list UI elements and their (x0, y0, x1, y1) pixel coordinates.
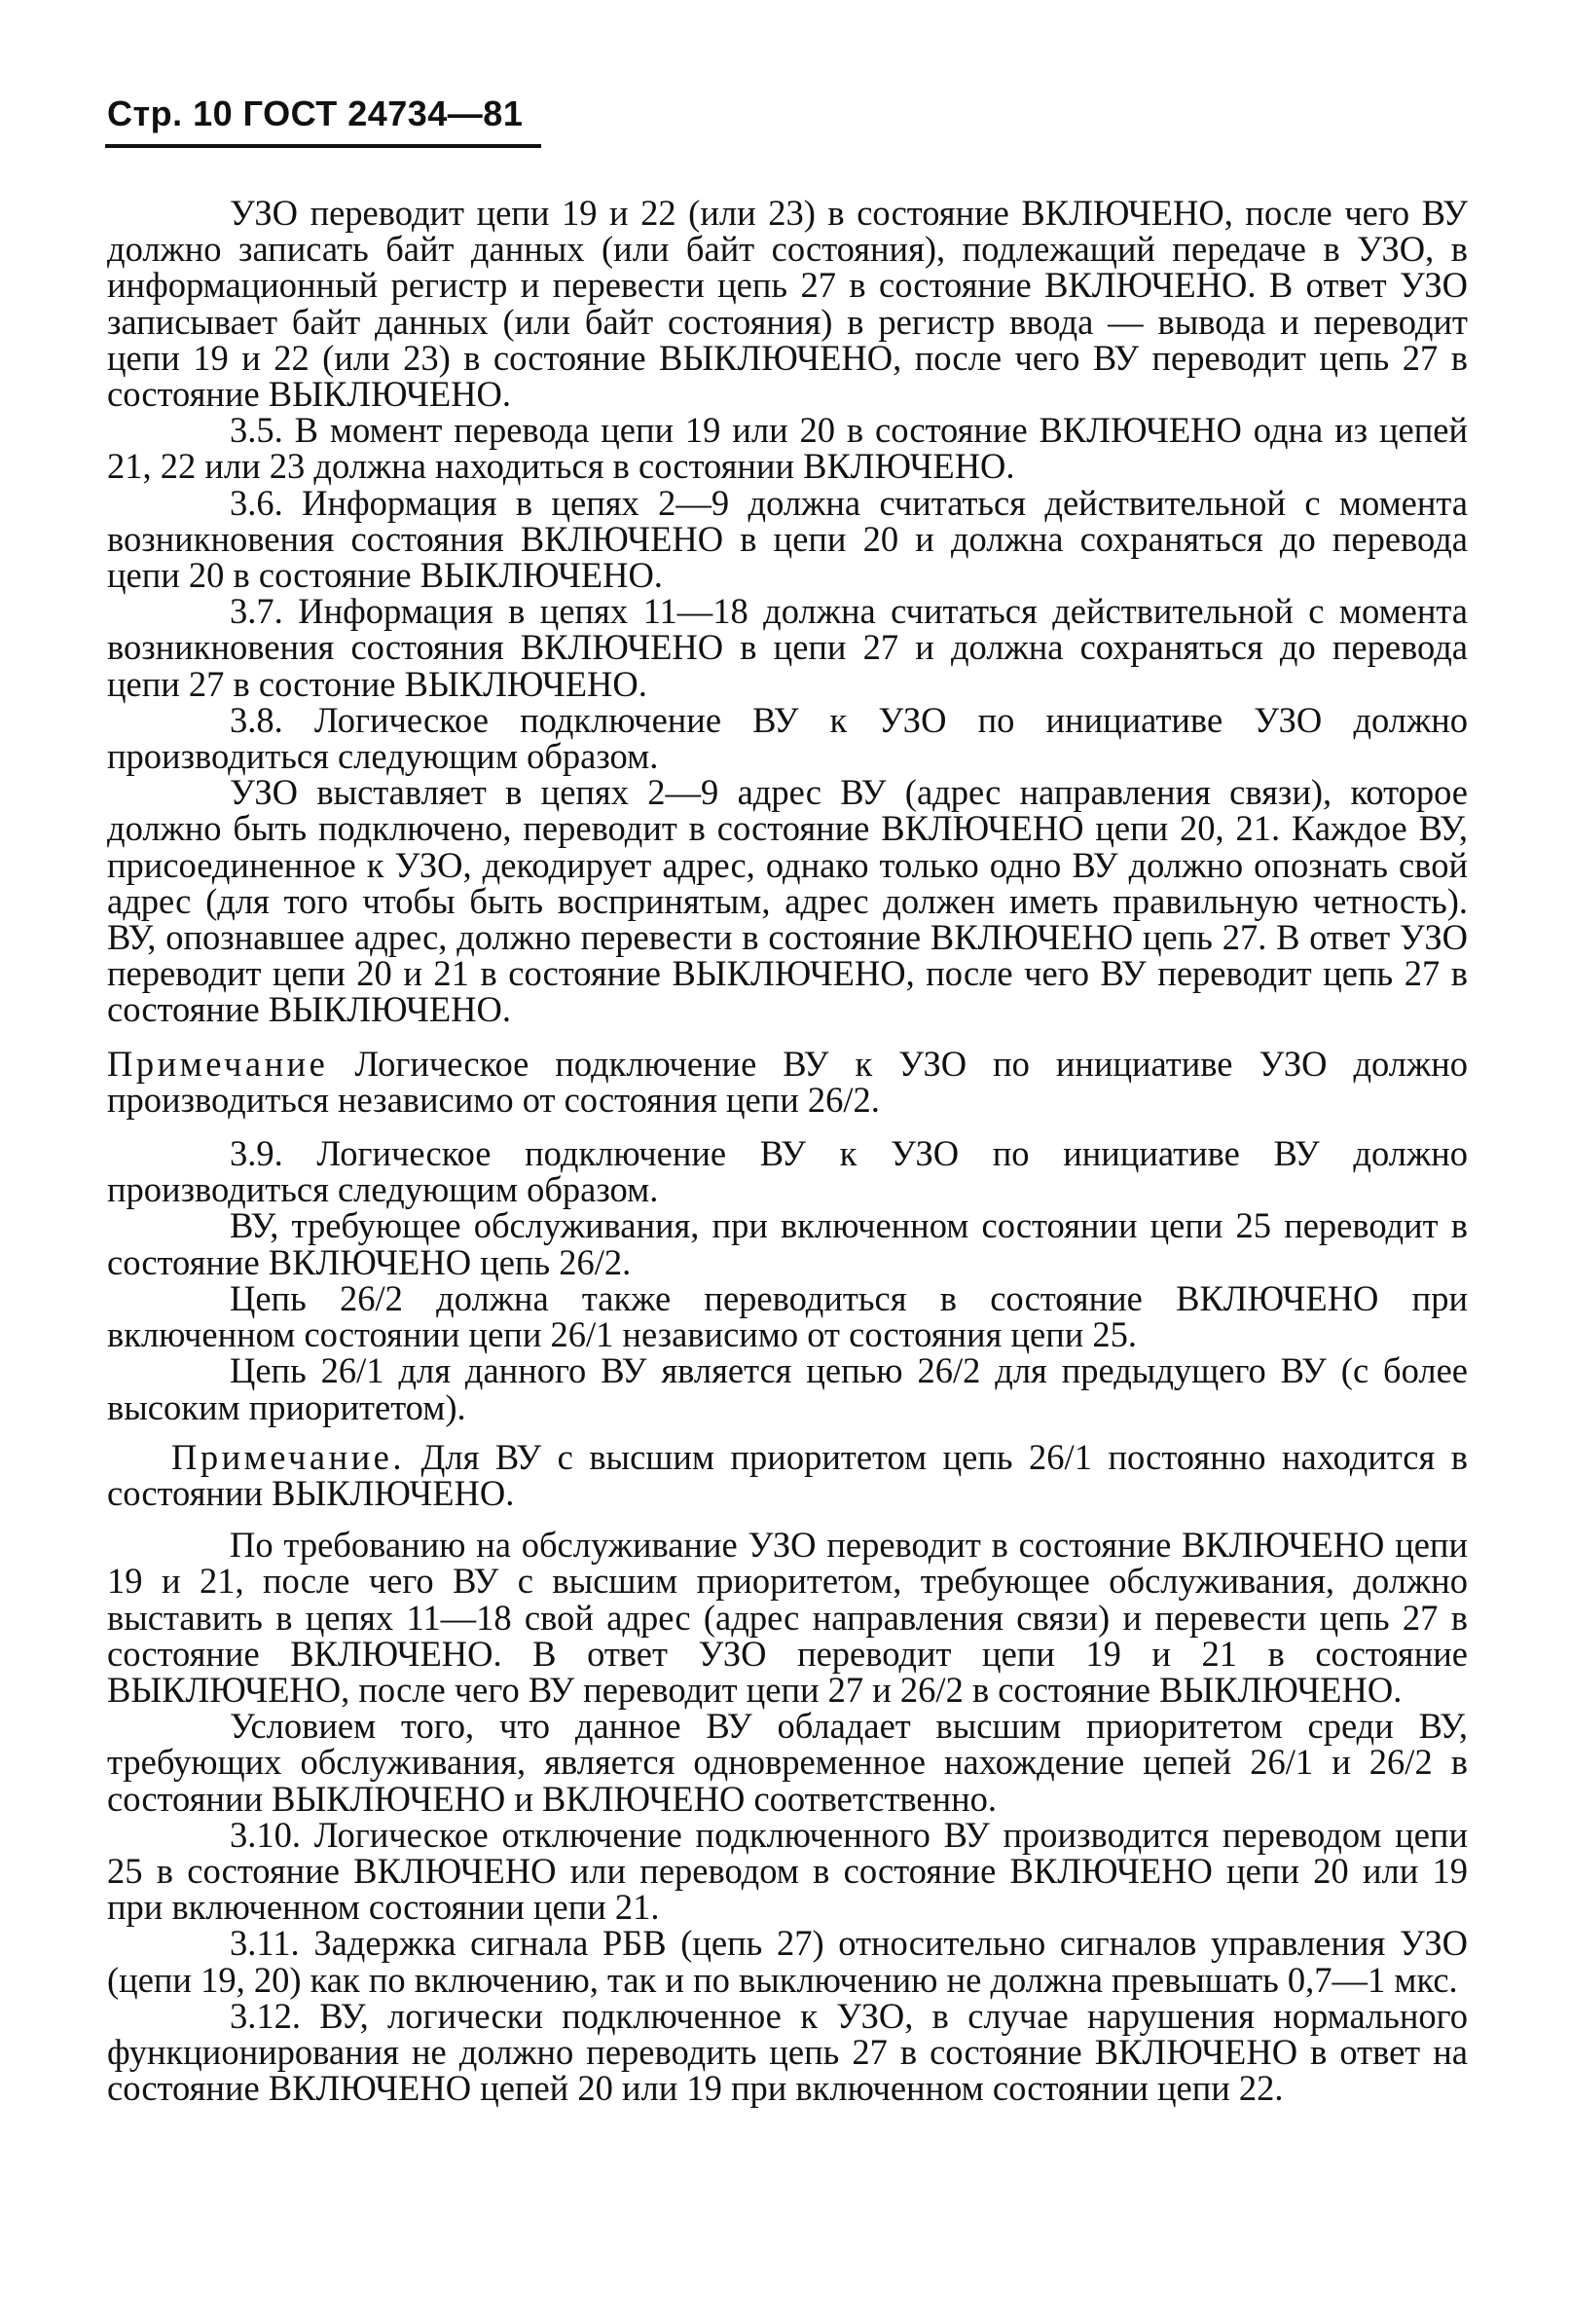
paragraph: 3.11. Задержка сигнала РБВ (цепь 27) относительно сигналов управления УЗО (цепи 19, 20) как по включению, так и по выключению не должна превышать 0,7—1 мкс. (107, 1923, 1468, 2000)
paragraph: 3.5. В момент перевода цепи 19 или 20 в состояние ВКЛЮЧЕНО одна из цепей 21, 22 или 23 должна находиться в состоянии ВКЛЮЧЕНО. (107, 410, 1468, 487)
paragraph: УЗО выставляет в цепях 2—9 адрес ВУ (адрес направления связи), которое должно быть подключено, переводит в состояние ВКЛЮЧЕНО цепи 20, 21. Каждое ВУ, присоединенное к УЗО, декодирует адрес, однако только одно ВУ должно опознать свой адрес (для того чтобы быть воспринятым, адрес должен иметь правильную четность). ВУ, опознавшее адрес, должно перевести в состояние ВКЛЮЧЕНО цепь 27. В ответ УЗО переводит цепи 20 и 21 в состояние ВЫКЛЮЧЕНО, после чего ВУ переводит цепь 27 в состояние ВЫКЛЮЧЕНО. (107, 772, 1468, 1030)
paragraph: Цепь 26/2 должна также переводиться в состояние ВКЛЮЧЕНО при включенном состоянии цепи 26/1 независимо от состояния цепи 25. (107, 1277, 1468, 1355)
note-text: Для ВУ с высшим приоритетом цепь 26/1 постоянно находится в состоянии ВЫКЛЮЧЕНО. (107, 1436, 1468, 1513)
paragraph: Условием того, что данное ВУ обладает высшим приоритетом среди ВУ, требующих обслуживания, является одновременное нахождение цепей 26/1 и 26/2 в состоянии ВЫКЛЮЧЕНО и ВКЛЮЧЕНО соответственно. (107, 1706, 1468, 1819)
note-label: Примечание (107, 1043, 329, 1084)
paragraph: По требованию на обслуживание УЗО переводит в состояние ВКЛЮЧЕНО цепи 19 и 21, после чего ВУ с высшим приоритетом, требующее обслуживания, должно выставить в цепях 11—18 свой адрес (адрес направления связи) и перевести цепь 27 в состояние ВКЛЮЧЕНО. В ответ УЗО переводит цепи 19 и 21 в состояние ВЫКЛЮЧЕНО, после чего ВУ переводит цепи 27 и 26/2 в состояние ВЫКЛЮЧЕНО. (107, 1525, 1468, 1710)
header-rule (105, 144, 541, 148)
paragraph: 3.7. Информация в цепях 11—18 должна считаться действительной с момента возникновения состояния ВКЛЮЧЕНО в цепи 27 и должна сохраняться до перевода цепи 27 в состоние ВЫКЛЮЧЕНО. (107, 591, 1468, 704)
body-text (107, 193, 1468, 2109)
paragraph: Цепь 26/1 для данного ВУ является цепью 26/2 для предыдущего ВУ (с более высоким приоритетом). (107, 1350, 1468, 1427)
paragraph: 3.10. Логическое отключение подключенного ВУ производится переводом цепи 25 в состояние ВКЛЮЧЕНО или переводом в состояние ВКЛЮЧЕНО цепи 20 или 19 при включенном состоянии цепи 21. (107, 1814, 1468, 1928)
paragraph: ВУ, требующее обслуживания, при включенном состоянии цепи 25 переводит в состояние ВКЛЮЧЕНО цепь 26/2. (107, 1205, 1468, 1282)
note-text: Логическое подключение ВУ к УЗО по инициативе УЗО должно производиться независимо от состояния цепи 26/2. (107, 1043, 1468, 1120)
paragraph: 3.6. Информация в цепях 2—9 должна считаться действительной с момента возникновения состояния ВКЛЮЧЕНО в цепи 20 и должна сохраняться до перевода цепи 20 в состояние ВЫКЛЮЧЕНО. (107, 482, 1468, 596)
paragraph: 3.8. Логическое подключение ВУ к УЗО по инициативе УЗО должно производиться следующим образом. (107, 699, 1468, 777)
note (107, 1436, 1468, 1513)
page-header: Стр. 10 ГОСТ 24734—81 (107, 93, 524, 133)
note-label: Примечание. (171, 1436, 405, 1477)
note (107, 1043, 1468, 1120)
paragraph: 3.12. ВУ, логически подключенное к УЗО, в случае нарушения нормального функционирования не должно переводить цепь 27 в состояние ВКЛЮЧЕНО в ответ на состояние ВКЛЮЧЕНО цепей 20 или 19 при включенном состоянии цепи 22. (107, 1995, 1468, 2109)
paragraph: УЗО переводит цепи 19 и 22 (или 23) в состояние ВКЛЮЧЕНО, после чего ВУ должно записать байт данных (или байт состояния), подлежащий передаче в УЗО, в информационный регистр и перевести цепь 27 в состояние ВКЛЮЧЕНО. В ответ УЗО записывает байт данных (или байт состояния) в регистр ввода — вывода и переводит цепи 19 и 22 (или 23) в состояние ВЫКЛЮЧЕНО, после чего ВУ переводит цепь 27 в состояние ВЫКЛЮЧЕНО. (107, 193, 1468, 415)
paragraph: 3.9. Логическое подключение ВУ к УЗО по инициативе ВУ должно производиться следующим образом. (107, 1133, 1468, 1210)
